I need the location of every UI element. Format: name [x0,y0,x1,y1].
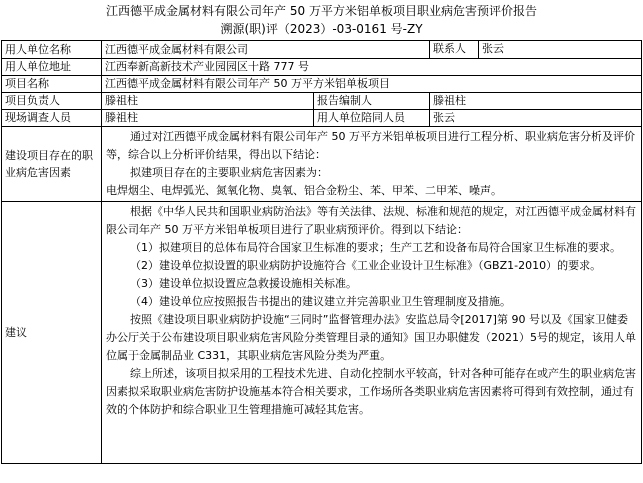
advice-p1: 根据《中华人民共和国职业病防治法》等有关法律、法规、标准和规范的规定，对江西德平成金属材料有限公司年产 50 万平方米铝单板项目进行了职业病预评价。得到以下结论： [106,205,636,236]
accomp-value: 张云 [430,110,642,127]
advice-p5: （4）建设单位应按照报告书提出的建议建立并完善职业卫生管理制度及措施。 [130,295,511,308]
survey-label: 现场调查人员 [2,110,102,127]
survey-value: 滕祖柱 [102,110,314,127]
accomp-label: 用人单位陪同人员 [314,110,430,127]
advice-label: 建议 [2,202,102,464]
summary-table [1,40,642,464]
address-label: 用人单位地址 [2,59,102,76]
author-label: 报告编制人 [314,93,430,110]
row-project [2,76,642,93]
project-value: 江西德平成金属材料有限公司年产 50 万平方米铝单板项目 [102,76,642,93]
hazards-p1: 通过对江西德平成金属材料有限公司年产 50 万平方米铝单板项目进行工程分析、职业病危害分析及评价等，综合以上分析评价结果，得出以下结论： [106,130,635,161]
hazards-p2: 拟建项目存在的主要职业病危害因素为： [130,166,328,179]
project-label: 项目名称 [2,76,102,93]
advice-p4: （3）建设单位拟设置应急救援设施相关标准。 [130,277,357,290]
row-hazards [2,127,642,202]
leader-label: 项目负责人 [2,93,102,110]
employer-label: 用人单位名称 [2,41,102,59]
leader-value: 滕祖柱 [102,93,314,110]
hazards-text [102,127,642,202]
hazards-p3: 电焊烟尘、电焊弧光、氮氧化物、臭氧、铝合金粉尘、苯、甲苯、二甲苯、噪声。 [106,184,502,197]
advice-p3: （2）建设单位拟设置的职业病防护设施符合《工业企业设计卫生标准》（GBZ1-2010）的要求。 [130,259,602,272]
employer-value: 江西德平成金属材料有限公司 [102,41,430,59]
report-title: 江西德平成金属材料有限公司年产 50 万平方米铝单板项目职业病危害预评价报告 [106,4,537,18]
row-survey [2,110,642,127]
contact-value: 张云 [482,42,504,55]
row-employer [2,41,642,59]
contact-label: 联系人 [430,41,479,58]
author-value: 滕祖柱 [430,93,642,110]
hazards-label: 建设项目存在的职业病危害因素 [2,127,102,202]
report-code: 溯源(职)评（2023）-03-0161 号-ZY [220,22,423,36]
address-value: 江西奉新高新技术产业园园区十路 777 号 [102,59,642,76]
advice-p6: 按照《建设项目职业病防护设施“三同时”监督管理办法》安监总局令[2017]第 90 号以及《国家卫健委办公厅关于公布建设项目职业病危害风险分类管理目录的通知》国卫办职健发（2021）5号的规定，该用人单位属于金属制品业 C331，其职业病危害风险分类为严重。 [106,313,636,362]
row-advice [2,202,642,464]
advice-p7: 综上所述，该项目拟采用的工程技术先进、自动化控制水平较高，针对各种可能存在或产生的职业病危害因素拟采取职业病危害防护设施基本符合相关要求，工作场所各类职业病危害因素将可得到有效控制，通过有效的个体防护和综合职业卫生管理措施可减轻其危害。 [106,367,636,416]
advice-text [102,202,642,464]
advice-p2: （1）拟建项目的总体布局符合国家卫生标准的要求；生产工艺和设备布局符合国家卫生标准的要求。 [130,241,621,254]
row-leader [2,93,642,110]
row-address [2,59,642,76]
